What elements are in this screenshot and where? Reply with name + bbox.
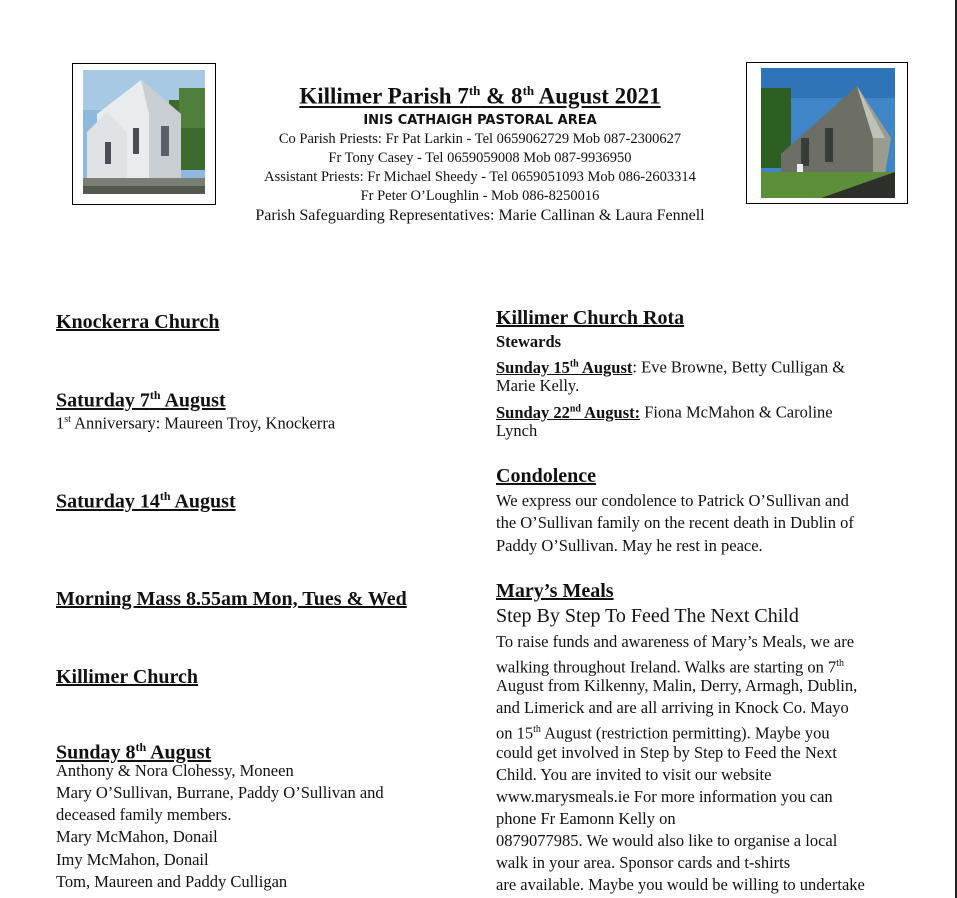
marys-meals-line: To raise funds and awareness of Mary’s Meals, we are <box>496 632 855 651</box>
marys-meals-line: Child. You are invited to visit our website <box>496 765 772 784</box>
marys-meals-subtitle: Step By Step To Feed The Next Child <box>496 605 799 627</box>
church-photo-left <box>72 63 216 205</box>
stewards-sunday-22: Sunday 22nd August: Fiona McMahon & Caroline <box>496 402 833 422</box>
marys-meals-line: August from Kilkenny, Malin, Derry, Armagh, Dublin, <box>496 676 858 695</box>
condolence-line: the O’Sullivan family on the recent death in Dublin of <box>496 513 854 532</box>
stewards-sunday-22-cont: Lynch <box>496 421 538 440</box>
marys-meals-line: and Limerick and are all arriving in Knock Co. Mayo <box>496 698 849 717</box>
marys-meals-line: walking throughout Ireland. Walks are starting on 7th <box>496 657 844 677</box>
pastoral-area: INIS CATHAIGH PASTORAL AREA <box>363 112 597 128</box>
saturday-7-intention: 1st Anniversary: Maureen Troy, Knockerra <box>56 413 336 433</box>
sunday-8-heading: Sunday 8th August <box>56 740 212 764</box>
rota-heading: Killimer Church Rota <box>496 307 685 329</box>
saturday-7-heading: Saturday 7th August <box>56 388 226 412</box>
marys-meals-line: www.marysmeals.ie For more information you can <box>496 787 833 806</box>
stewards-label: Stewards <box>496 332 562 351</box>
condolence-line: Paddy O’Sullivan. May he rest in peace. <box>496 536 763 555</box>
safeguarding-reps: Parish Safeguarding Representatives: Marie Callinan & Laura Fennell <box>255 206 705 224</box>
church-image-left <box>83 70 205 194</box>
sunday-8-line: deceased family members. <box>56 805 232 824</box>
church-image-right <box>761 68 895 198</box>
co-parish-priests: Co Parish Priests: Fr Pat Larkin - Tel 0659062729 Mob 087-2300627 <box>278 130 682 147</box>
sunday-8-line: Mary McMahon, Donail <box>56 827 218 846</box>
sunday-8-line: Tom, Maureen and Paddy Culligan <box>56 872 288 891</box>
stewards-sunday-15-cont: Marie Kelly. <box>496 376 580 395</box>
saturday-14-heading: Saturday 14th August <box>56 489 236 513</box>
church-photo-right <box>746 62 908 204</box>
marys-meals-line: phone Fr Eamonn Kelly on <box>496 809 676 828</box>
marys-meals-line: could get involved in Step by Step to Feed the Next <box>496 743 837 762</box>
condolence-heading: Condolence <box>496 465 596 487</box>
sunday-8-line: Mary O’Sullivan, Burrane, Paddy O’Sullivan and <box>56 783 384 802</box>
marys-meals-line: are available. Maybe you would be willing to undertake <box>496 875 865 894</box>
priest-tony-casey: Fr Tony Casey - Tel 0659059008 Mob 087-9936950 <box>328 149 632 166</box>
marys-meals-line: 0879077985. We would also like to organise a local <box>496 831 838 850</box>
priest-peter-oloughlin: Fr Peter O’Loughlin - Mob 086-8250016 <box>360 187 600 204</box>
sunday-8-line: Anthony & Nora Clohessy, Moneen <box>56 761 294 780</box>
knockerra-heading: Knockerra Church <box>56 311 220 333</box>
bulletin-header <box>220 76 740 226</box>
condolence-line: We express our condolence to Patrick O’Sullivan and <box>496 491 849 510</box>
marys-meals-line: walk in your area. Sponsor cards and t-shirts <box>496 853 791 872</box>
killimer-church-heading: Killimer Church <box>56 666 199 688</box>
marys-meals-line: on 15th August (restriction permitting). Maybe you <box>496 723 830 743</box>
marys-meals-heading: Mary’s Meals <box>496 580 614 602</box>
assistant-priests: Assistant Priests: Fr Michael Sheedy - Tel 0659051093 Mob 086-2603314 <box>264 168 696 185</box>
morning-mass-heading: Morning Mass 8.55am Mon, Tues & Wed <box>56 588 407 610</box>
bulletin-title: Killimer Parish 7th & 8th August 2021 <box>299 83 661 109</box>
sunday-8-line: Imy McMahon, Donail <box>56 850 209 869</box>
stewards-sunday-15: Sunday 15th August: Eve Browne, Betty Culligan & <box>496 357 846 377</box>
